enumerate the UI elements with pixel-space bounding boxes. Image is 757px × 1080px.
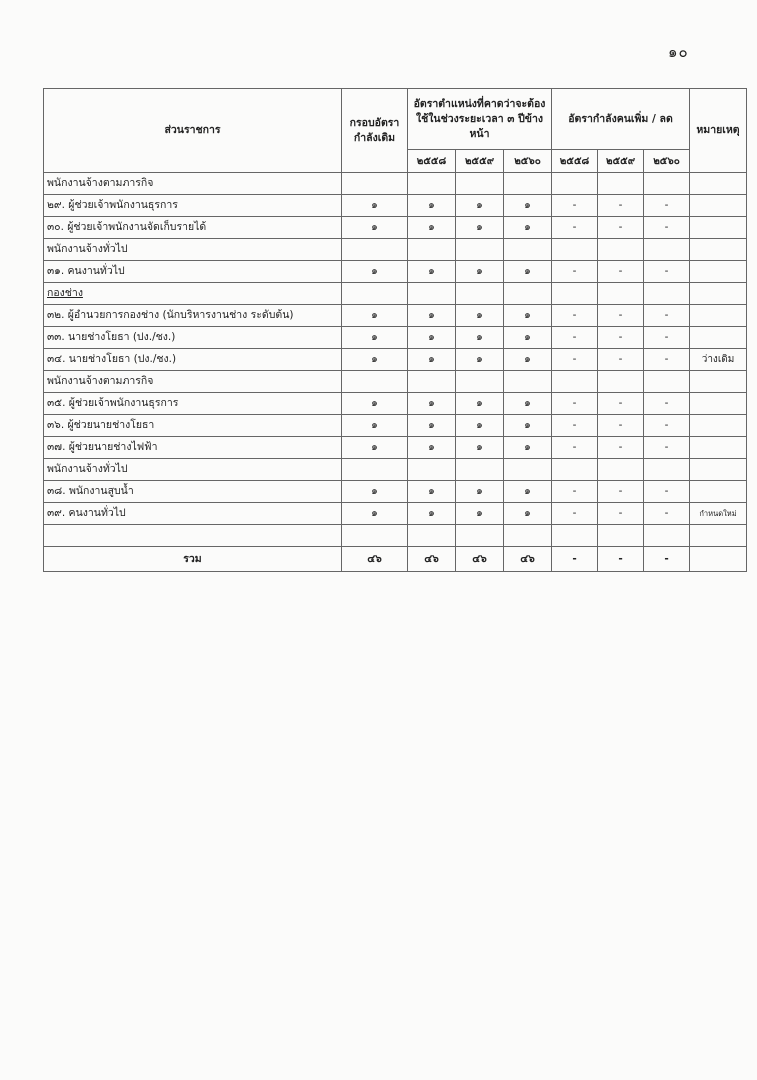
expected-value: ๑ [504,195,552,217]
change-value: - [552,261,598,283]
change-value: - [552,481,598,503]
expected-value: ๑ [408,327,456,349]
change-value: - [644,437,690,459]
empty-cell [456,525,504,547]
section-heading-label: พนักงานจ้างตามภารกิจ [47,375,154,387]
empty-cell [342,173,408,195]
expected-value: ๑ [504,349,552,371]
empty-cell [456,239,504,261]
framework-value: ๑ [342,305,408,327]
empty-cell [342,525,408,547]
position-name: ๓๐. ผู้ช่วยเจ้าพนักงานจัดเก็บรายได้ [44,217,342,239]
total-expected: ๔๖ [456,547,504,572]
position-name: ๓๓. นายช่างโยธา (ปง./ชง.) [44,327,342,349]
empty-cell [456,459,504,481]
framework-value: ๑ [342,481,408,503]
header-change: อัตรากำลังคนเพิ่ม / ลด [552,89,690,150]
empty-cell [408,283,456,305]
empty-cell [690,173,747,195]
page-number: ๑๐ [668,43,689,61]
expected-value: ๑ [504,393,552,415]
empty-cell [690,283,747,305]
empty-cell [342,239,408,261]
expected-value: ๑ [456,503,504,525]
empty-cell [342,283,408,305]
header-year: ๒๕๖๐ [644,150,690,173]
table-row [44,305,747,327]
framework-value: ๑ [342,437,408,459]
expected-value: ๑ [456,261,504,283]
expected-value: ๑ [456,305,504,327]
total-note [690,547,747,572]
expected-value: ๑ [456,349,504,371]
expected-value: ๑ [504,503,552,525]
section-heading [44,371,342,393]
empty-cell [504,283,552,305]
section-heading-row [44,239,747,261]
expected-value: ๑ [408,261,456,283]
framework-value: ๑ [342,261,408,283]
empty-cell [408,459,456,481]
table-row [44,327,747,349]
total-framework: ๔๖ [342,547,408,572]
change-value: - [644,305,690,327]
expected-value: ๑ [408,217,456,239]
empty-cell [552,525,598,547]
remark [690,393,747,415]
empty-cell [598,239,644,261]
change-value: - [598,481,644,503]
expected-value: ๑ [456,327,504,349]
total-expected: ๔๖ [408,547,456,572]
empty-cell [552,371,598,393]
change-value: - [644,393,690,415]
header-department: ส่วนราชการ [44,89,342,173]
framework-value: ๑ [342,415,408,437]
empty-cell [408,173,456,195]
change-value: - [598,261,644,283]
section-heading [44,173,342,195]
change-value: - [644,195,690,217]
empty-cell [456,173,504,195]
change-value: - [598,415,644,437]
expected-value: ๑ [456,195,504,217]
change-value: - [552,327,598,349]
empty-cell [342,371,408,393]
section-heading-row [44,283,747,305]
remark: ว่างเดิม [690,349,747,371]
position-name: ๓๗. ผู้ช่วยนายช่างไฟฟ้า [44,437,342,459]
header-remarks: หมายเหตุ [690,89,747,173]
remark [690,437,747,459]
empty-cell [690,239,747,261]
change-value: - [644,261,690,283]
section-heading-row [44,459,747,481]
empty-cell [644,525,690,547]
table-row [44,503,747,525]
table-row [44,415,747,437]
expected-value: ๑ [408,393,456,415]
expected-value: ๑ [408,481,456,503]
change-value: - [598,437,644,459]
empty-cell [504,371,552,393]
expected-value: ๑ [408,415,456,437]
position-name: ๓๔. นายช่างโยธา (ปง./ชง.) [44,349,342,371]
position-name: ๓๖. ผู้ช่วยนายช่างโยธา [44,415,342,437]
framework-value: ๑ [342,503,408,525]
section-heading [44,459,342,481]
section-heading-label: พนักงานจ้างตามภารกิจ [47,177,154,189]
total-change: - [598,547,644,572]
empty-cell [690,371,747,393]
expected-value: ๑ [504,415,552,437]
table-row [44,195,747,217]
remark [690,217,747,239]
table-row [44,437,747,459]
header-year: ๒๕๕๘ [552,150,598,173]
change-value: - [598,393,644,415]
change-value: - [644,481,690,503]
empty-cell [644,371,690,393]
remark [690,481,747,503]
header-year: ๒๕๕๙ [456,150,504,173]
empty-cell [44,525,342,547]
table-row [44,349,747,371]
framework-value: ๑ [342,327,408,349]
section-heading-label: พนักงานจ้างทั่วไป [47,243,128,255]
empty-cell [408,371,456,393]
empty-cell [456,283,504,305]
position-name: ๒๙. ผู้ช่วยเจ้าพนักงานธุรการ [44,195,342,217]
empty-cell [644,283,690,305]
table-row [44,481,747,503]
expected-value: ๑ [456,393,504,415]
empty-cell [456,371,504,393]
change-value: - [552,195,598,217]
total-label: รวม [44,547,342,572]
empty-cell [690,459,747,481]
table-row [44,217,747,239]
change-value: - [598,349,644,371]
empty-cell [504,239,552,261]
change-value: - [644,503,690,525]
change-value: - [552,349,598,371]
section-heading-label: พนักงานจ้างทั่วไป [47,463,128,475]
expected-value: ๑ [456,217,504,239]
table-body [44,173,747,547]
remark [690,415,747,437]
header-framework: กรอบอัตรากำลังเดิม [342,89,408,173]
remark [690,327,747,349]
expected-value: ๑ [456,415,504,437]
blank-row [44,525,747,547]
framework-value: ๑ [342,349,408,371]
change-value: - [552,503,598,525]
section-heading-row [44,371,747,393]
change-value: - [552,415,598,437]
empty-cell [552,459,598,481]
section-heading-row [44,173,747,195]
empty-cell [552,283,598,305]
header-expected: อัตราตำแหน่งที่คาดว่าจะต้องใช้ในช่วงระยะเวลา ๓ ปีข้างหน้า [408,89,552,150]
change-value: - [598,327,644,349]
change-value: - [552,217,598,239]
expected-value: ๑ [504,261,552,283]
position-name: ๓๘. พนักงานสูบน้ำ [44,481,342,503]
change-value: - [644,327,690,349]
position-name: ๓๒. ผู้อำนวยการกองช่าง (นักบริหารงานช่าง ระดับต้น) [44,305,342,327]
expected-value: ๑ [504,327,552,349]
empty-cell [552,173,598,195]
change-value: - [644,217,690,239]
empty-cell [598,371,644,393]
empty-cell [342,459,408,481]
expected-value: ๑ [504,217,552,239]
remark [690,305,747,327]
position-name: ๓๑. คนงานทั่วไป [44,261,342,283]
expected-value: ๑ [408,349,456,371]
expected-value: ๑ [408,437,456,459]
remark [690,261,747,283]
empty-cell [598,525,644,547]
expected-value: ๑ [456,481,504,503]
framework-value: ๑ [342,217,408,239]
change-value: - [598,217,644,239]
remark [690,195,747,217]
change-value: - [598,195,644,217]
empty-cell [598,459,644,481]
section-heading [44,239,342,261]
framework-value: ๑ [342,393,408,415]
table-row [44,393,747,415]
expected-value: ๑ [408,195,456,217]
position-name: ๓๕. ผู้ช่วยเจ้าพนักงานธุรการ [44,393,342,415]
expected-value: ๑ [456,437,504,459]
position-name: ๓๙. คนงานทั่วไป [44,503,342,525]
header-year: ๒๕๖๐ [504,150,552,173]
expected-value: ๑ [408,503,456,525]
empty-cell [552,239,598,261]
change-value: - [552,393,598,415]
total-row [44,547,747,572]
table-row [44,261,747,283]
total-change: - [644,547,690,572]
remark: กำหนดใหม่ [690,503,747,525]
header-year: ๒๕๕๙ [598,150,644,173]
empty-cell [408,239,456,261]
manpower-table [43,88,747,572]
change-value: - [644,349,690,371]
change-value: - [644,415,690,437]
empty-cell [644,459,690,481]
empty-cell [504,459,552,481]
empty-cell [408,525,456,547]
empty-cell [690,525,747,547]
empty-cell [504,173,552,195]
change-value: - [552,437,598,459]
change-value: - [552,305,598,327]
total-change: - [552,547,598,572]
empty-cell [504,525,552,547]
total-expected: ๔๖ [504,547,552,572]
expected-value: ๑ [504,305,552,327]
section-heading [44,283,342,305]
change-value: - [598,305,644,327]
empty-cell [644,173,690,195]
empty-cell [644,239,690,261]
framework-value: ๑ [342,195,408,217]
expected-value: ๑ [504,481,552,503]
change-value: - [598,503,644,525]
empty-cell [598,283,644,305]
expected-value: ๑ [408,305,456,327]
expected-value: ๑ [504,437,552,459]
header-year: ๒๕๕๘ [408,150,456,173]
section-heading-label: กองช่าง [47,287,83,299]
empty-cell [598,173,644,195]
